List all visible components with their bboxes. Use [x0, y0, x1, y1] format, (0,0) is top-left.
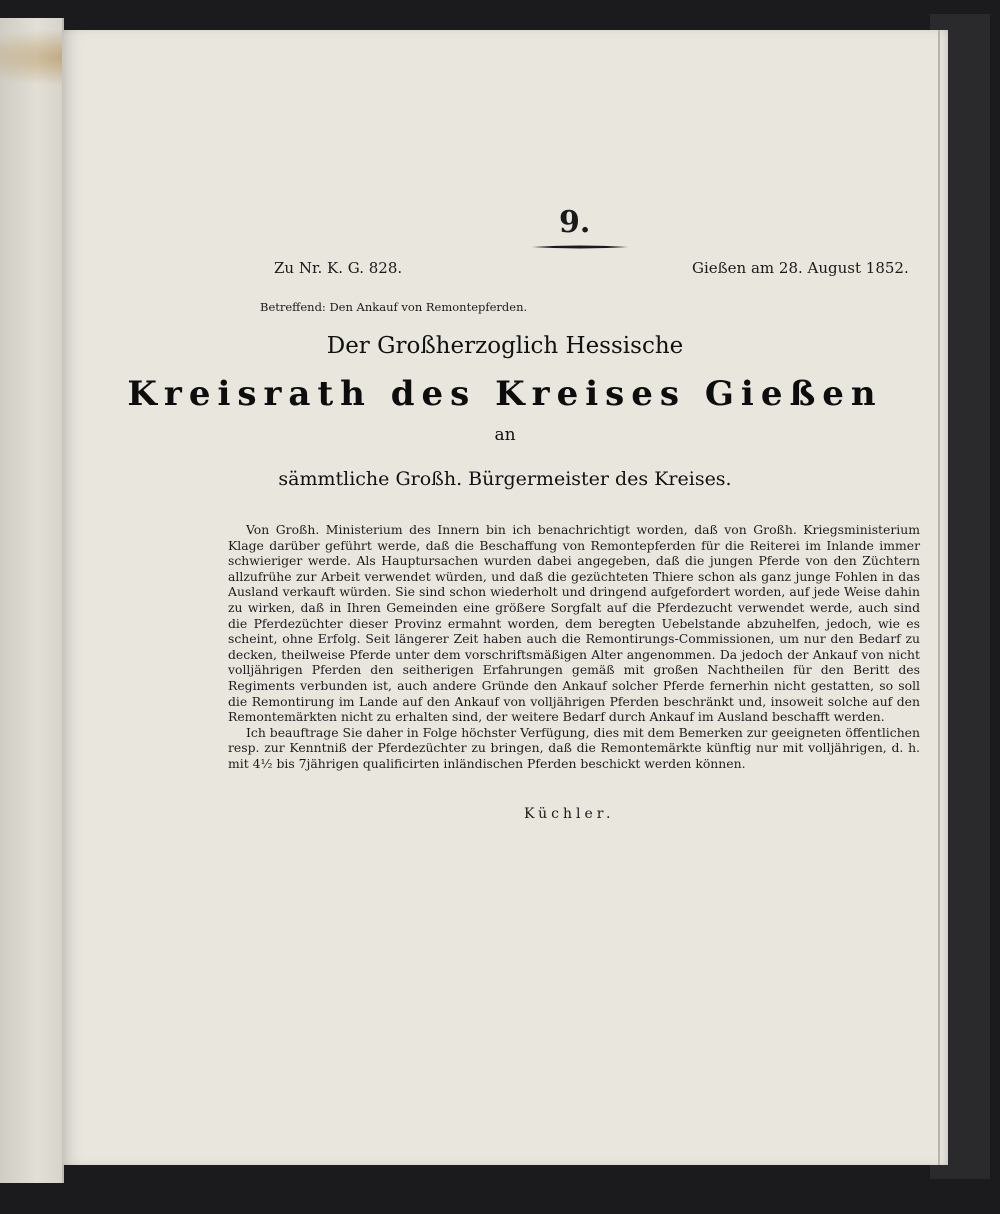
- left-page-edge: [0, 18, 64, 1183]
- recipient-line: sämmtliche Großh. Bürgermeister des Kreises.: [278, 468, 732, 490]
- page-number: 9.: [559, 205, 591, 240]
- body-text: [228, 522, 920, 772]
- document-page: [62, 30, 948, 1165]
- paragraph-1: Von Großh. Ministerium des Innern bin ich benachrichtigt worden, daß von Großh. Kriegsministerium Klage darüber geführt werde, daß die Beschaffung von Remontepferden für die Reiterei im Inlande immer schwieriger werde. Als Hauptursachen wurden dabei angegeben, daß die jungen Pferde von den Züchtern allzufrühe zur Arbeit verwendet würden, und daß die gezüchteten Thiere schon als ganz junge Fohlen in das Ausland verkauft würden. Sie sind schon wiederholt und dringend aufgefordert worden, auf jede Weise dahin zu wirken, daß in Ihren Gemeinden eine größere Sorgfalt auf die Pferdezucht verwendet werde, auch sind die Pferdezüchter dieser Provinz ermahnt worden, dem beregten Uebelstande abzuhelfen, jedoch, wie es scheint, ohne Erfolg. Seit längerer Zeit haben auch die Remontirungs-Commissionen, um nur den Bedarf zu decken, theilweise Pferde unter dem vorschriftsmäßigen Alter angenommen. Da jedoch der Ankauf von nicht volljährigen Pferden den seitherigen Erfahrungen gemäß mit großen Nachtheilen für den Beritt des Regiments verbunden ist, auch andere Gründe den Ankauf solcher Pferde fernerhin nicht gestatten, so soll die Remontirung im Lande auf den Ankauf von volljährigen Pferden beschränkt und, insoweit solche auf den Remontemärkten nicht zu erhalten sind, der weitere Bedarf durch Ankauf im Ausland beschafft werden.: [228, 522, 920, 725]
- sender-heading: Kreisrath des Kreises Gießen: [127, 374, 883, 414]
- paragraph-2: Ich beauftrage Sie daher in Folge höchster Verfügung, dies mit dem Bemerken zur geeigneten öffentlichen resp. zur Kenntniß der Pferdezüchter zu bringen, daß die Remontemärkte künftig nur mit volljährigen, d. h. mit 4½ bis 7jährigen qualificirten inländischen Pferden beschickt werden können.: [228, 724, 920, 771]
- decorative-rule: [532, 244, 628, 250]
- subject-line: Betreffend: Den Ankauf von Remontepferden.: [260, 300, 528, 314]
- signature: Küchler.: [524, 806, 615, 822]
- page-edge-line: [938, 30, 940, 1165]
- addressee-connector: an: [494, 425, 516, 445]
- place-date: Gießen am 28. August 1852.: [692, 259, 909, 277]
- reference-number: Zu Nr. K. G. 828.: [274, 259, 403, 277]
- sender-line-1: Der Großherzoglich Hessische: [326, 333, 684, 359]
